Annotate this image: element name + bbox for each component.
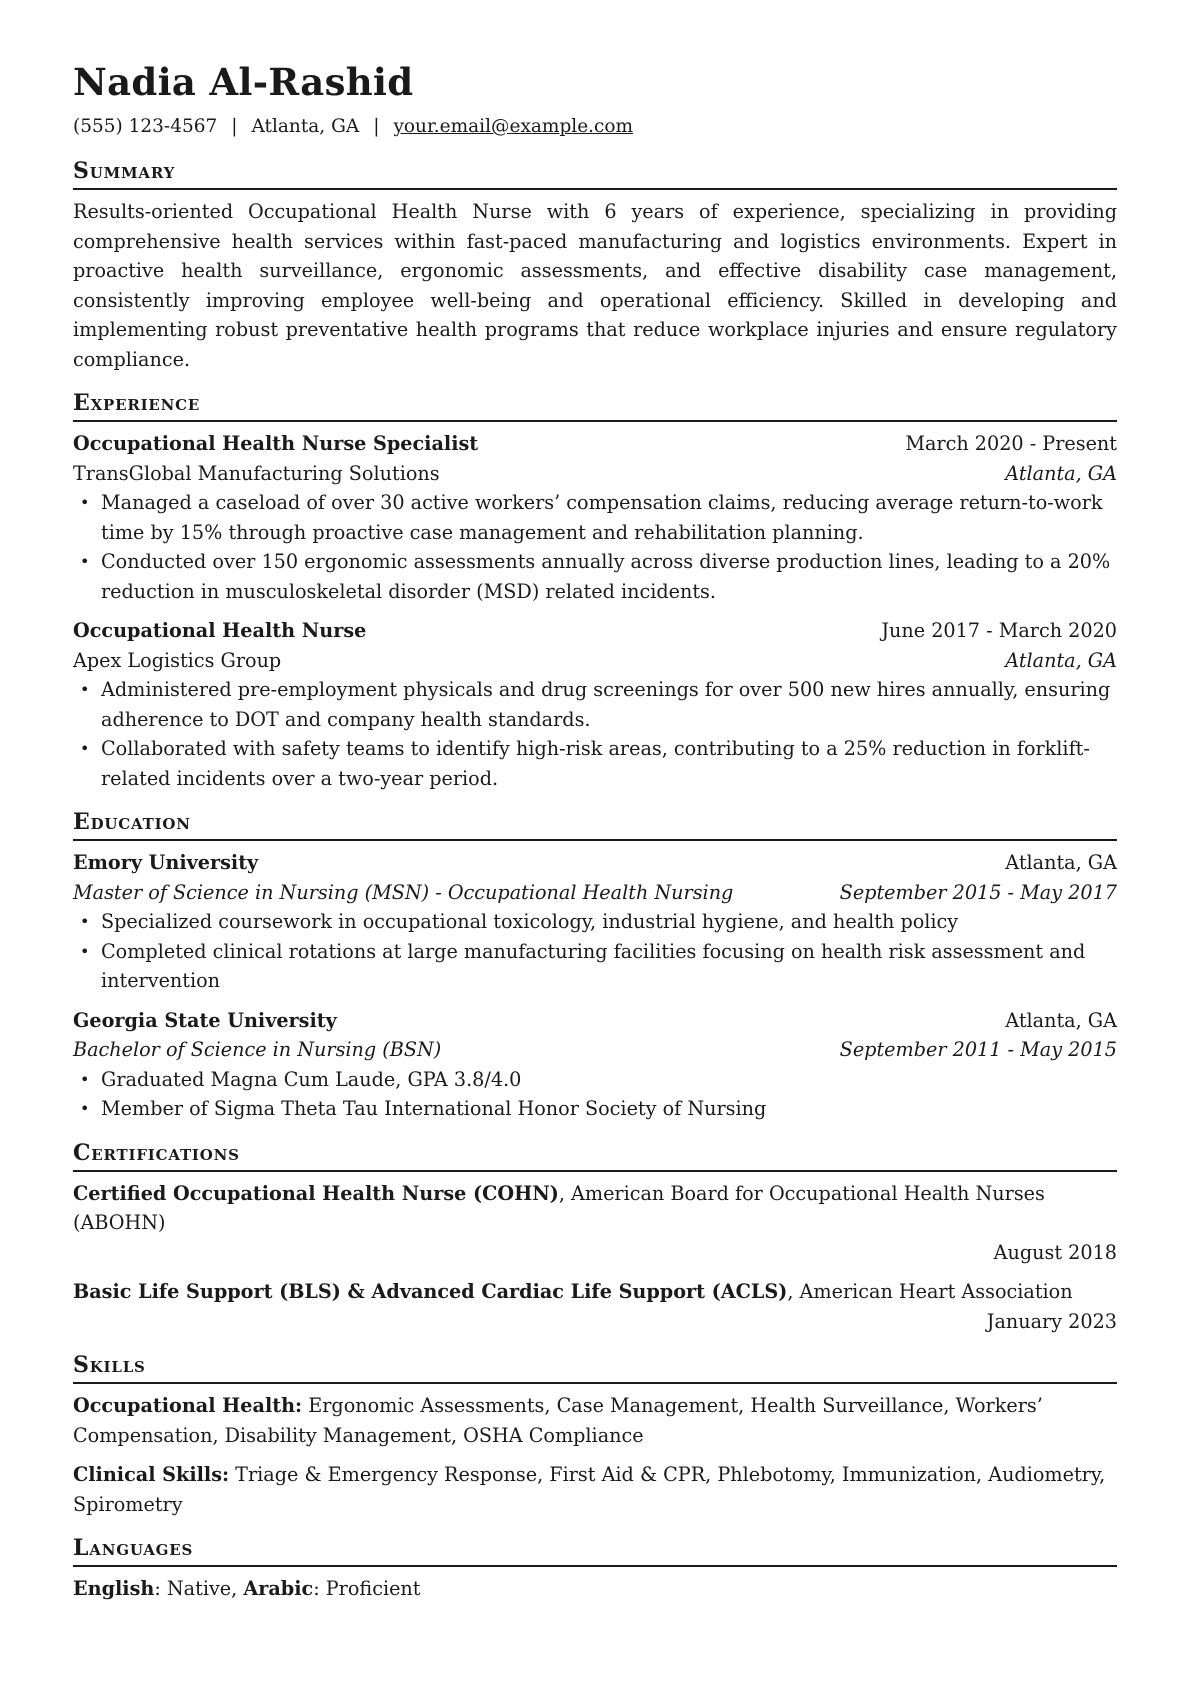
- skill-group: [73, 1391, 1117, 1450]
- degree-name: Master of Science in Nursing (MSN) - Occupational Health Nursing: [73, 880, 734, 904]
- bullet-item: • Conducted over 150 ergonomic assessments annually across diverse production lines, leading to a 20% reduction in musculoskeletal disorder (MSD) related incidents.: [73, 547, 1117, 606]
- summary-text: Results-oriented Occupational Health Nurse with 6 years of experience, specializing in providing comprehensive health services within fast-paced manufacturing and logistics environments. Expert in proactive health surveillance, ergonomic assessments, and effective disability case management, consistently improving employee well-being and operational efficiency. Skilled in developing and implementing robust preventative health programs that reduce workplace injuries and ensure regulatory compliance.: [73, 200, 1117, 371]
- education-bullets: [73, 907, 1117, 996]
- school-name: Emory University: [73, 851, 259, 874]
- language-level: : Native,: [154, 1577, 244, 1600]
- skill-category: Clinical Skills:: [73, 1463, 230, 1486]
- location: Atlanta, GA: [251, 116, 360, 137]
- company-name: TransGlobal Manufacturing Solutions: [73, 461, 440, 485]
- job-dates: June 2017 - March 2020: [881, 619, 1117, 642]
- contact-separator: |: [231, 116, 238, 137]
- bullet-item: • Collaborated with safety teams to identify high-risk areas, contributing to a 25% reduction in forklift-related incidents over a two-year period.: [73, 734, 1117, 793]
- education-entry: [73, 848, 1117, 996]
- certification-name: Certified Occupational Health Nurse (COHN): [73, 1181, 559, 1205]
- experience-heading: Experience: [73, 388, 1117, 422]
- language-name: English: [73, 1577, 155, 1600]
- candidate-name: Nadia Al-Rashid: [73, 60, 414, 104]
- degree-dates: September 2011 - May 2015: [839, 1038, 1117, 1061]
- job-bullets: [73, 675, 1117, 793]
- education-bullets: [73, 1065, 1117, 1124]
- education-entry: [73, 1006, 1117, 1124]
- company-name: Apex Logistics Group: [73, 648, 282, 672]
- job-dates: March 2020 - Present: [905, 432, 1117, 455]
- certification-entry: [73, 1179, 1117, 1268]
- certification-issuer: , American Board for Occupational Health Nurses (ABOHN): [73, 1181, 1045, 1234]
- job-entry: [73, 616, 1117, 793]
- bullet-item: • Administered pre-employment physicals and drug screenings for over 500 new hires annually, ensuring adherence to DOT and company health standards.: [73, 675, 1117, 734]
- certification-date: January 2023: [986, 1309, 1117, 1333]
- phone-number: (555) 123-4567: [73, 116, 218, 137]
- certification-date: August 2018: [993, 1240, 1117, 1264]
- contact-line: [73, 112, 1117, 142]
- bullet-item: • Managed a caseload of over 30 active workers’ compensation claims, reducing average return-to-work time by 15% through proactive case management and rehabilitation planning.: [73, 488, 1117, 547]
- school-location: Atlanta, GA: [1005, 1008, 1117, 1032]
- bullet-item: • Graduated Magna Cum Laude, GPA 3.8/4.0: [73, 1065, 1117, 1095]
- job-location: Atlanta, GA: [1005, 648, 1117, 672]
- certification-name: Basic Life Support (BLS) & Advanced Cardiac Life Support (ACLS): [73, 1280, 788, 1303]
- job-title: Occupational Health Nurse Specialist: [73, 432, 479, 455]
- skill-list: Triage & Emergency Response, First Aid & CPR, Phlebotomy, Immunization, Audiometry, Spirometry: [73, 1463, 1106, 1516]
- languages-heading: Languages: [73, 1533, 1117, 1567]
- language-name: Arabic: [243, 1577, 314, 1600]
- bullet-item: • Completed clinical rotations at large manufacturing facilities focusing on health risk assessment and intervention: [73, 937, 1117, 996]
- contact-separator: |: [373, 116, 380, 137]
- job-title: Occupational Health Nurse: [73, 619, 367, 642]
- email-link[interactable]: your.email@example.com: [393, 116, 634, 137]
- job-location: Atlanta, GA: [1005, 461, 1117, 485]
- certification-entry: [73, 1277, 1117, 1336]
- certifications-heading: Certifications: [73, 1138, 1117, 1172]
- language-level: : Proficient: [313, 1577, 421, 1600]
- job-entry: [73, 429, 1117, 606]
- skills-heading: Skills: [73, 1350, 1117, 1384]
- skill-group: [73, 1460, 1117, 1519]
- skill-list: Ergonomic Assessments, Case Management, Health Surveillance, Workers’ Compensation, Disability Management, OSHA Compliance: [73, 1394, 1043, 1447]
- job-bullets: [73, 488, 1117, 606]
- bullet-item: • Specialized coursework in occupational toxicology, industrial hygiene, and health policy: [73, 907, 1117, 937]
- summary-heading: Summary: [73, 156, 1117, 190]
- languages-line: [73, 1574, 1117, 1604]
- school-location: Atlanta, GA: [1005, 851, 1117, 874]
- education-heading: Education: [73, 807, 1117, 841]
- degree-name: Bachelor of Science in Nursing (BSN): [73, 1038, 442, 1061]
- certification-issuer: , American Heart Association: [787, 1280, 1073, 1303]
- skill-category: Occupational Health:: [73, 1394, 303, 1417]
- bullet-item: • Member of Sigma Theta Tau International Honor Society of Nursing: [73, 1094, 1117, 1124]
- school-name: Georgia State University: [73, 1008, 337, 1032]
- degree-dates: September 2015 - May 2017: [839, 880, 1117, 904]
